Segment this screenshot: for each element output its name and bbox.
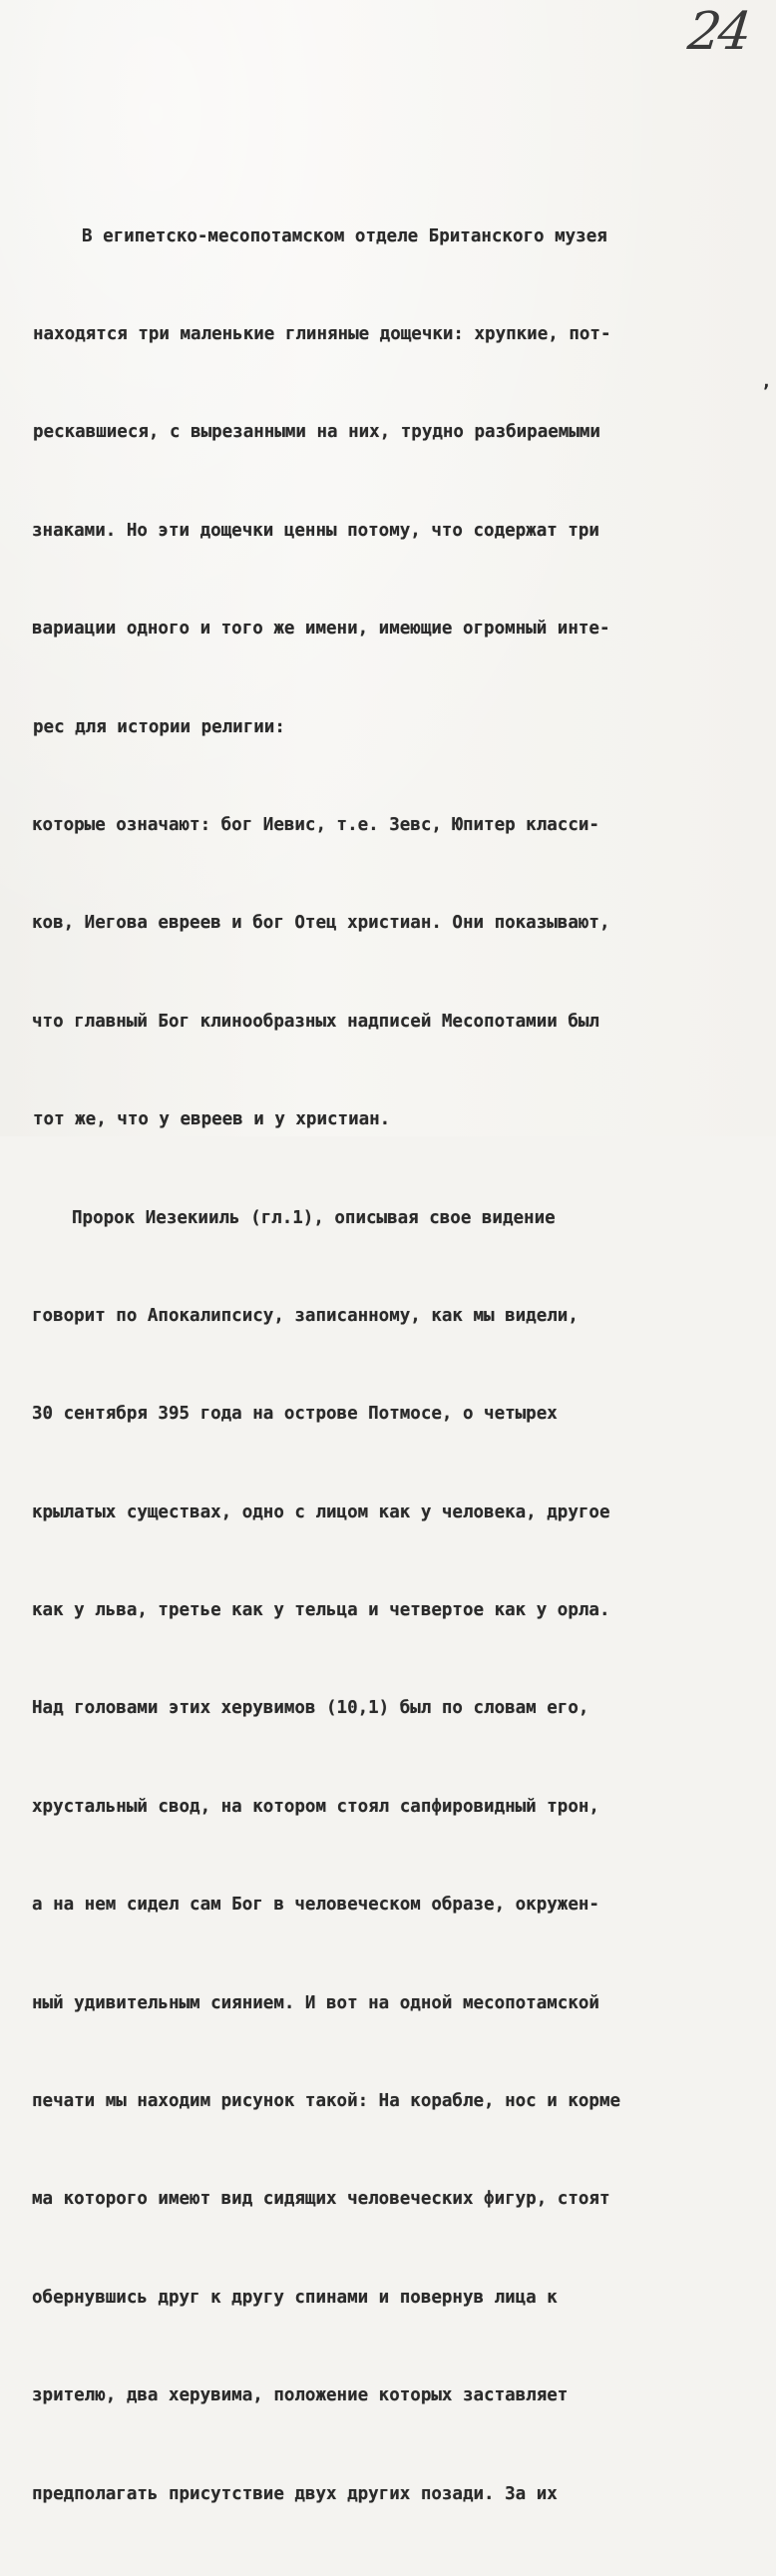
text-line: тот же, что у евреев и у христиан. [33,1109,391,1130]
text-line: В египетско-месопотамском отделе Британского музея [82,225,607,246]
text-line: зрителю, два херувима, положение которых заставляет [32,2385,569,2406]
text-line: Пророк Иезекииль (гл.1), описывая свое видение [72,1207,556,1228]
folio-number: 24 [684,2,752,62]
text-line: хрустальный свод, на котором стоял сапфировидный трон, [32,1796,599,1817]
text-line: находятся три маленькие глиняные дощечки: хрупкие, пот- [33,323,611,344]
text-line: ков, Иегова евреев и бог Отец христиан. Они показывают, [32,913,610,934]
margin-mark: , [761,371,772,392]
text-line: рескавшиеся, с вырезанными на них, трудно разбираемыми [33,422,600,443]
text-line: которые означают: бог Иевис, т.е. Зевс, Юпитер класси- [32,814,599,835]
typescript-body [0,155,776,2576]
text-line: Над головами этих херувимов (10,1) был по словам его, [32,1698,589,1719]
text-line: ный удивительным сиянием. И вот на одной месопотамской [32,1992,599,2013]
text-line: вариации одного и того же имени, имеющие огромный инте- [32,619,610,640]
text-line: ма которого имеют вид сидящих человеческих фигур, стоят [32,2189,610,2210]
text-line: рес для истории религии: [33,716,285,737]
text-line: печати мы находим рисунок такой: На корабле, нос и корме [32,2091,621,2112]
text-line: обернувшись друг к другу спинами и повернув лица к [32,2287,558,2308]
text-line: что главный Бог клинообразных надписей Месопотамии был [32,1011,599,1032]
text-line: как у льва, третье как у тельца и четвертое как у орла. [32,1600,610,1621]
text-line: крылатых существах, одно с лицом как у человека, другое [32,1502,610,1522]
text-line: 30 сентября 395 года на острове Потмосе, о четырех [32,1404,558,1425]
text-line: знаками. Но эти дощечки ценны потому, что содержат три [32,520,599,541]
text-line: предполагать присутствие двух других позади. За их [32,2483,558,2504]
text-line: говорит по Апокалипсису, записанному, как мы видели, [32,1305,579,1326]
text-line: а на нем сидел сам Бог в человеческом образе, окружен- [32,1895,599,1916]
